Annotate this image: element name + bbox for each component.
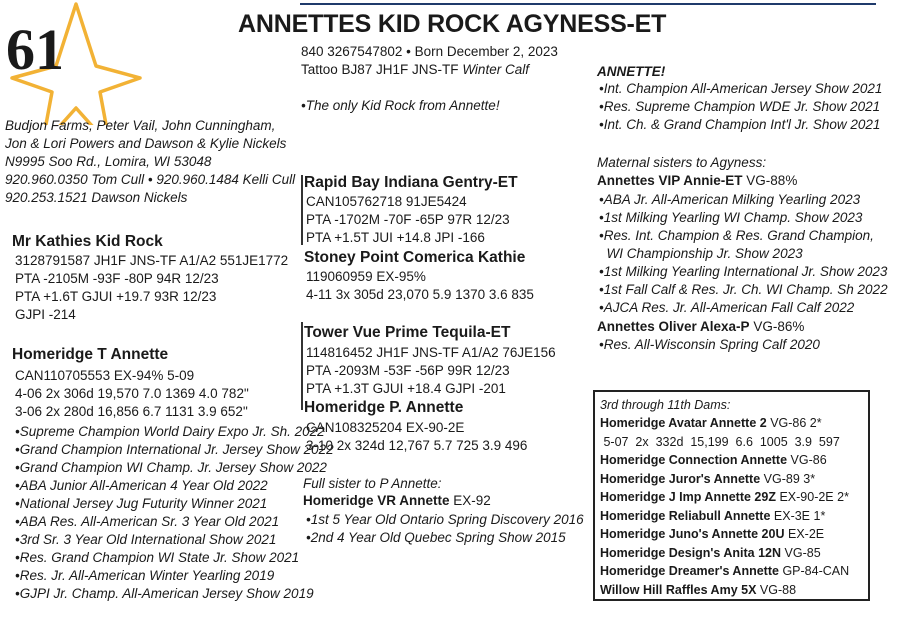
full-sister-honor: •1st 5 Year Old Ontario Spring Discovery 2016 bbox=[306, 512, 584, 527]
dam-honors bbox=[15, 423, 334, 603]
maternal-sister-1-honor: •1st Fall Calf & Res. Jr. Ch. WI Champ. Sh 2022 bbox=[599, 282, 888, 297]
consignor-line: N9995 Soo Rd., Lomira, WI 53048 bbox=[5, 154, 212, 169]
page-title: ANNETTES KID ROCK AGYNESS-ET bbox=[238, 10, 667, 38]
maternal-sister-2-name: Annettes Oliver Alexa-P bbox=[597, 319, 750, 334]
dams-sire-name: Tower Vue Prime Tequila-ET bbox=[304, 324, 511, 341]
dam-line: 4-06 2x 306d 19,570 7.0 1369 4.0 782" bbox=[15, 386, 249, 401]
dams-box-entry: Homeridge Dreamer's Annette GP-84-CAN bbox=[600, 564, 850, 578]
maternal-sister-1-honor: •1st Milking Yearling International Jr. Show 2023 bbox=[599, 264, 888, 279]
annette-heading: ANNETTE! bbox=[597, 64, 666, 79]
dams-box-record: 5-07 2x 332d 15,199 6.6 1005 3.9 597 bbox=[600, 434, 840, 449]
maternal-sister-1-honor: •1st Milking Yearling WI Champ. Show 2023 bbox=[599, 210, 863, 225]
maternal-sister-1-honor: •AJCA Res. Jr. All-American Fall Calf 2022 bbox=[599, 300, 855, 315]
sires-dam-line: 119060959 EX-95% bbox=[306, 269, 426, 284]
sire-name: Mr Kathies Kid Rock bbox=[12, 233, 163, 250]
consignor-line: 920.253.1521 Dawson Nickels bbox=[5, 190, 188, 205]
sires-sire-line: PTA -1702M -70F -65P 97R 12/23 bbox=[306, 212, 510, 227]
maternal-sister-1-name: Annettes VIP Annie-ET bbox=[597, 173, 743, 188]
subject-tattoo: Tattoo BJ87 JH1F JNS-TF Winter Calf bbox=[301, 62, 529, 77]
dam-honor: •GJPI Jr. Champ. All-American Jersey Show 2019 bbox=[15, 586, 314, 601]
sire-line: 3128791587 JH1F JNS-TF A1/A2 551JE1772 bbox=[15, 253, 289, 268]
sires-dam-line: 4-11 3x 305d 23,070 5.9 1370 3.6 835 bbox=[306, 287, 534, 302]
dam-honor: •ABA Junior All-American 4 Year Old 2022 bbox=[15, 478, 268, 493]
maternal-sister-1-honors bbox=[599, 191, 888, 317]
maternal-sister-1-score: VG-88% bbox=[746, 173, 798, 188]
dams-box-entry: Homeridge Juno's Annette 20U EX-2E bbox=[600, 527, 825, 541]
dams-dam-name: Homeridge P. Annette bbox=[304, 399, 464, 416]
sires-dam-block bbox=[306, 268, 534, 304]
top-rule bbox=[300, 3, 876, 5]
full-sister-name: Homeridge VR Annette bbox=[303, 493, 450, 508]
sire-line: PTA -2105M -93F -80P 94R 12/23 bbox=[15, 271, 219, 286]
dam-block bbox=[15, 367, 249, 421]
dam-name: Homeridge T Annette bbox=[12, 346, 169, 363]
full-sister-honors bbox=[306, 511, 584, 547]
sire-line: PTA +1.6T GJUI +19.7 93R 12/23 bbox=[15, 289, 217, 304]
maternal-sister-2 bbox=[597, 318, 804, 336]
sires-sire-line: CAN105762718 91JE5424 bbox=[306, 194, 467, 209]
annette-honor: •Res. Supreme Champion WDE Jr. Show 2021 bbox=[599, 99, 881, 114]
dam-honor: •Grand Champion International Jr. Jersey Show 2022 bbox=[15, 442, 334, 457]
dams-box-entry: Willow Hill Raffles Amy 5X VG-88 bbox=[600, 582, 797, 597]
maternal-sisters-heading: Maternal sisters to Agyness: bbox=[597, 155, 767, 170]
dam-honor: •Res. Jr. All-American Winter Yearling 2019 bbox=[15, 568, 275, 583]
subject-note: •The only Kid Rock from Annette! bbox=[301, 98, 500, 113]
sires-sire-block bbox=[306, 193, 510, 247]
sire-block bbox=[15, 252, 288, 324]
dam-honor: •Grand Champion WI Champ. Jr. Jersey Show 2022 bbox=[15, 460, 327, 475]
consignor-block bbox=[5, 117, 295, 207]
full-sister-score: EX-92 bbox=[453, 493, 491, 508]
subject-reg-line: 840 3267547802 • Born December 2, 2023 bbox=[301, 44, 558, 59]
dams-dam-line: 3-10 2x 324d 12,767 5.7 725 3.9 496 bbox=[306, 438, 528, 453]
sires-sire-line: PTA +1.5T JUI +14.8 JPI -166 bbox=[306, 230, 485, 245]
dams-box bbox=[593, 390, 870, 601]
maternal-sister-1 bbox=[597, 172, 797, 190]
annette-honors bbox=[599, 80, 882, 134]
consignor-line: 920.960.0350 Tom Cull • 920.960.1484 Kelli Cull bbox=[5, 172, 296, 187]
annette-honor: •Int. Champion All-American Jersey Show 2021 bbox=[599, 81, 883, 96]
dams-sire-block bbox=[306, 344, 556, 398]
pedigree-bracket-upper bbox=[301, 175, 303, 245]
full-sister-honor: •2nd 4 Year Old Quebec Spring Show 2015 bbox=[306, 530, 566, 545]
dams-box-heading: 3rd through 11th Dams: bbox=[600, 398, 731, 412]
dam-honor: •Res. Grand Champion WI State Jr. Show 2021 bbox=[15, 550, 300, 565]
dams-box-list bbox=[600, 414, 849, 599]
lot-number: 61 bbox=[6, 17, 64, 82]
dams-box-entry: Homeridge Juror's Annette VG-89 3* bbox=[600, 471, 816, 486]
sire-line: GJPI -214 bbox=[15, 307, 76, 322]
full-sister-heading: Full sister to P Annette: bbox=[303, 476, 442, 491]
consignor-line: Jon & Lori Powers and Dawson & Kylie Nickels bbox=[5, 136, 287, 151]
dams-sire-line: 114816452 JH1F JNS-TF A1/A2 76JE156 bbox=[306, 345, 556, 360]
dams-box-entry: Homeridge Reliabull Annette EX-3E 1* bbox=[600, 508, 826, 523]
sires-sire-name: Rapid Bay Indiana Gentry-ET bbox=[304, 174, 518, 191]
dams-dam-line: CAN108325204 EX-90-2E bbox=[306, 420, 465, 435]
dams-box-entry: Homeridge J Imp Annette 29Z EX-90-2E 2* bbox=[600, 490, 849, 504]
dam-honor: •ABA Res. All-American Sr. 3 Year Old 2021 bbox=[15, 514, 280, 529]
subject-tattoo-note: Winter Calf bbox=[462, 62, 529, 77]
dams-sire-line: PTA -2093M -53F -56P 99R 12/23 bbox=[306, 363, 510, 378]
maternal-sister-2-honor: •Res. All-Wisconsin Spring Calf 2020 bbox=[599, 337, 820, 352]
dam-line: CAN110705553 EX-94% 5-09 bbox=[15, 368, 195, 383]
dam-line: 3-06 2x 280d 16,856 6.7 1131 3.9 652" bbox=[15, 404, 248, 419]
maternal-sister-1-honor: •ABA Jr. All-American Milking Yearling 2023 bbox=[599, 192, 861, 207]
dams-box-entry: Homeridge Connection Annette VG-86 bbox=[600, 453, 827, 467]
maternal-sister-1-honor: WI Championship Jr. Show 2023 bbox=[599, 246, 803, 261]
dams-box-entry: Homeridge Avatar Annette 2 VG-86 2* bbox=[600, 416, 822, 430]
sires-dam-name: Stoney Point Comerica Kathie bbox=[304, 249, 526, 266]
annette-honor: •Int. Ch. & Grand Champion Int'l Jr. Show 2021 bbox=[599, 117, 881, 132]
maternal-sister-2-score: VG-86% bbox=[753, 319, 805, 334]
pedigree-bracket-lower bbox=[301, 322, 303, 410]
maternal-sister-1-honor: •Res. Int. Champion & Res. Grand Champion, bbox=[599, 228, 874, 243]
consignor-line: Budjon Farms, Peter Vail, John Cunningham, bbox=[5, 118, 276, 133]
dams-sire-line: PTA +1.3T GJUI +18.4 GJPI -201 bbox=[306, 381, 506, 396]
dam-honor: •National Jersey Jug Futurity Winner 2021 bbox=[15, 496, 268, 511]
dams-dam-block bbox=[306, 419, 527, 455]
dam-honor: •Supreme Champion World Dairy Expo Jr. Sh. 2022 bbox=[15, 424, 325, 439]
dams-box-entry: Homeridge Design's Anita 12N VG-85 bbox=[600, 545, 821, 560]
full-sister bbox=[303, 492, 491, 510]
dam-honor: •3rd Sr. 3 Year Old International Show 2021 bbox=[15, 532, 277, 547]
